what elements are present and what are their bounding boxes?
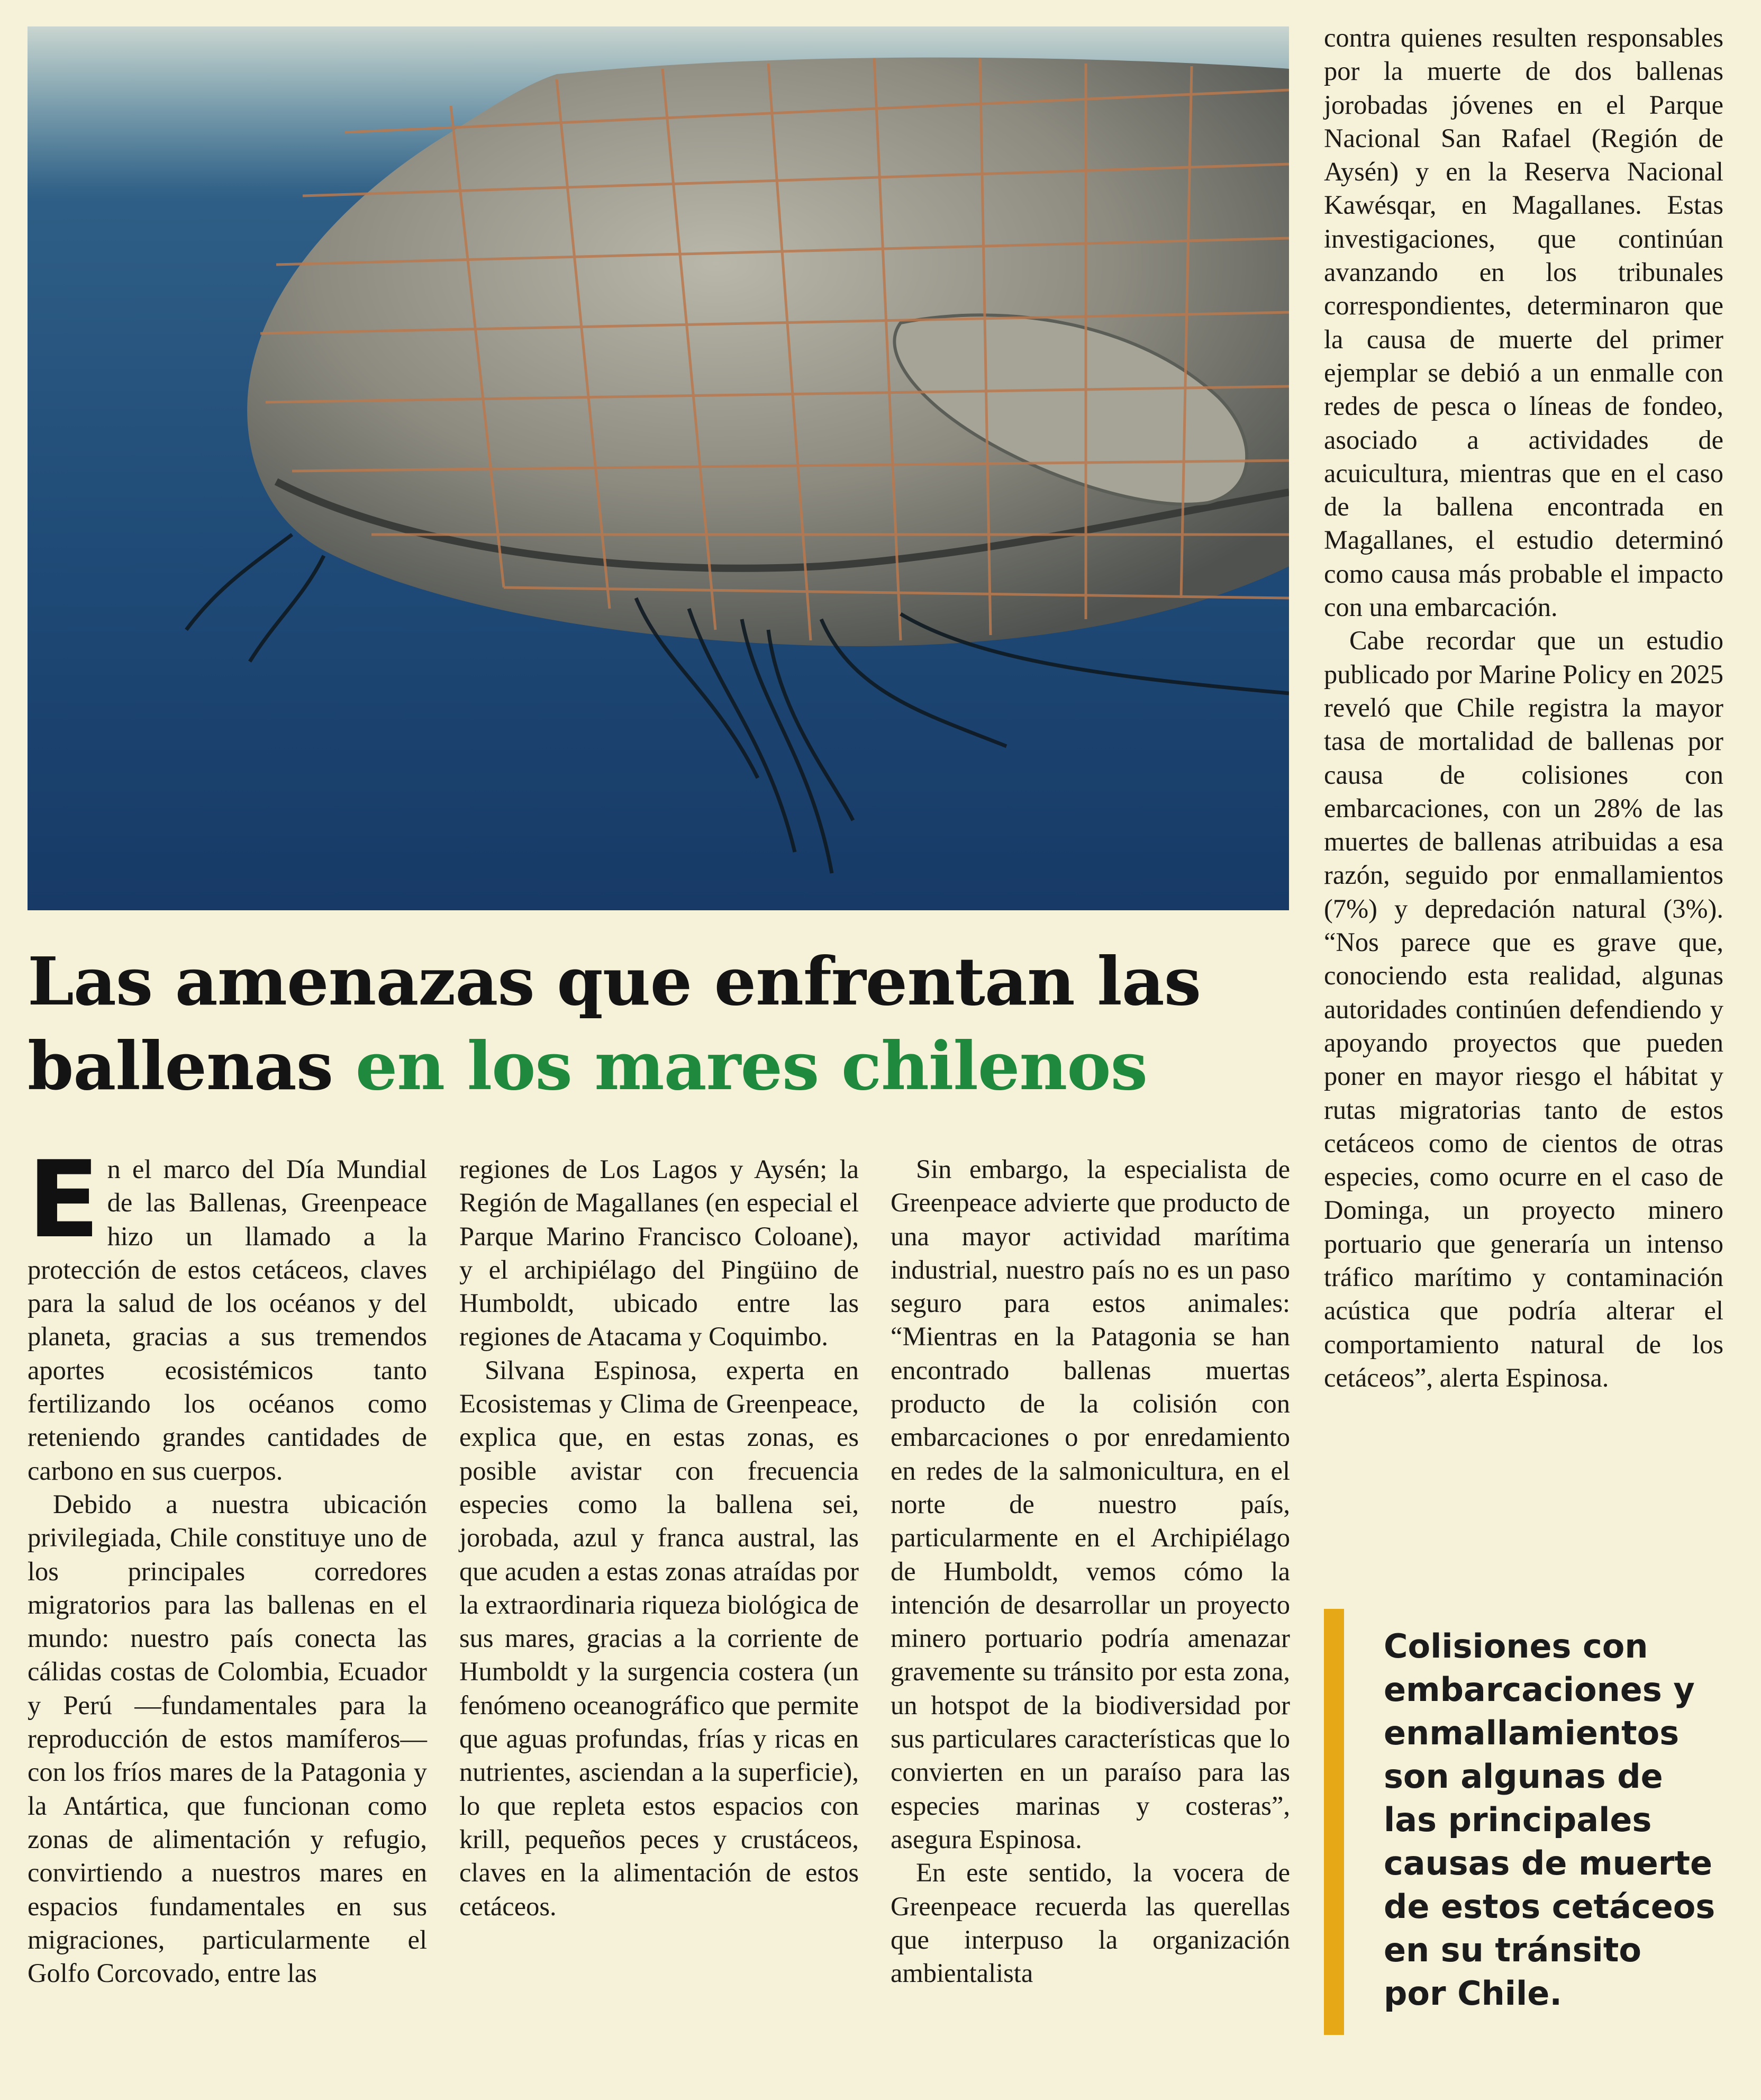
pullquote-line: causas de muerte: [1384, 1844, 1713, 1882]
drop-cap: E: [28, 1138, 100, 1262]
paragraph-6: En este sentido, la vocera de Greenpeace recuerda las querellas que interpuso la organización ambientalista: [891, 1858, 1290, 1988]
pullquote-line: embarcaciones y: [1384, 1670, 1695, 1709]
article-column-3: [891, 1153, 1290, 1990]
headline-part2: ballenas: [28, 1028, 333, 1105]
article-column-1: [28, 1138, 427, 1990]
paragraph-4: Silvana Espinosa, experta en Ecosistemas y Clima de Greenpeace, explica que, en estas zonas, es posible avistar con frecuencia especies como la ballena sei, jorobada, azul y franca austral, las que acuden a estas zonas atraídas por la extraordinaria riqueza biológica de sus mares, gracias a la corriente de Humboldt y la surgencia costera (un fenómeno oceanográfico que permite que aguas profundas, frías y ricas en nutrientes, asciendan a la superficie), lo que repleta estos espacios con krill, pequeños peces y crustáceos, claves en la alimentación de estos cetáceos.: [459, 1355, 859, 1921]
paragraph-8: Cabe recordar que un estudio publicado por Marine Policy en 2025 reveló que Chile registra la mayor tasa de mortalidad de ballenas por causa de colisiones con embarcaciones, con un 28% de las muertes de ballenas atribuidas a esa razón, seguido por enmallamientos (7%) y depredación natural (3%). “Nos parece que es grave que, conociendo esta realidad, algunas autoridades continúen defendiendo y apoyando proyectos que pueden poner en mayor riesgo el hábitat y rutas migratorias tanto de estos cetáceos como de cientos de otras especies, como ocurre en el caso de Dominga, un proyecto minero portuario que generaría un intenso tráfico marítimo y contaminación acústica que podría alterar el comportamiento natural de los cetáceos”, alerta Espinosa.: [1324, 626, 1723, 1392]
headline-line1: Las amenazas que enfrentan las: [28, 943, 1201, 1020]
headline: [28, 939, 1289, 1109]
pullquote: [1384, 1625, 1733, 2015]
pullquote-line: Colisiones con: [1384, 1627, 1648, 1665]
whale-net-illustration: [28, 26, 1289, 910]
article-column-4: [1324, 21, 1723, 1395]
paragraph-1-text: n el marco del Día Mundial de las Ballenas, Greenpeace hizo un llamado a la protección de estos cetáceos, claves para la salud de los océanos y del planeta, gracias a sus tremendos aportes ecosistémicos tanto fertilizando los océanos como reteniendo grandes cantidades de carbono en sus cuerpos.: [28, 1154, 427, 1486]
pullquote-line: son algunas de: [1384, 1757, 1663, 1796]
pullquote-accent-bar: [1324, 1609, 1344, 2035]
whale-entangled-photo: [28, 26, 1289, 910]
paragraph-2: Debido a nuestra ubicación privilegiada, Chile constituye uno de los principales corredores migratorios para las ballenas en el mundo: nuestro país conecta las cálidas costas de Colombia, Ecuador y Perú —fundamentales para la reproducción de estos mamíferos— con los fríos mares de la Patagonia y la Antártica, que funcionan como zonas de alimentación y refugio, convirtiendo a nuestros mares en espacios fundamentales en sus migraciones, particularmente el Golfo Corcovado, entre las: [28, 1489, 427, 1988]
intro-paragraph: [28, 1138, 427, 1488]
pullquote-line: enmallamientos: [1384, 1714, 1680, 1752]
paragraph-7: contra quienes resulten responsables por la muerte de dos ballenas jorobadas jóvenes en el Parque Nacional San Rafael (Región de Aysén) y en la Reserva Nacional Kawésqar, en Magallanes. Estas investigaciones, que continúan avanzando en los tribunales correspondientes, determinaron que la causa de muerte del primer ejemplar se debió a un enmalle con redes de pesca o líneas de fondeo, asociado a actividades de acuicultura, mientras que en el caso de la ballena encontrada en Magallanes, el estudio determinó como causa más probable el impacto con una embarcación.: [1324, 23, 1723, 622]
pullquote-line: de estos cetáceos: [1384, 1887, 1715, 1926]
paragraph-3: regiones de Los Lagos y Aysén; la Región de Magallanes (en especial el Parque Marino Francisco Coloane), y el archipiélago del Pingüino de Humboldt, ubicado entre las regiones de Atacama y Coquimbo.: [459, 1154, 859, 1352]
pullquote-line: por Chile.: [1384, 1974, 1562, 2013]
pullquote-line: las principales: [1384, 1800, 1652, 1839]
paragraph-5: Sin embargo, la especialista de Greenpeace advierte que producto de una mayor actividad marítima industrial, nuestro país no es un paso seguro para estos animales: “Mientras en la Patagonia se han encontrado ballenas muertas producto de la colisión con embarcaciones o por enredamiento en redes de la salmonicultura, en el norte de nuestro país, particularmente en el Archipiélago de Humboldt, vemos cómo la intención de desarrollar un proyecto minero portuario podría amenazar gravemente su tránsito por esta zona, un hotspot de la biodiversidad por sus particulares características que lo convierten en un paraíso para las especies marinas y costeras”, asegura Espinosa.: [891, 1154, 1290, 1854]
article-column-2: [459, 1153, 859, 1923]
headline-green-part: en los mares chilenos: [355, 1028, 1148, 1105]
pullquote-line: en su tránsito: [1384, 1931, 1641, 1969]
